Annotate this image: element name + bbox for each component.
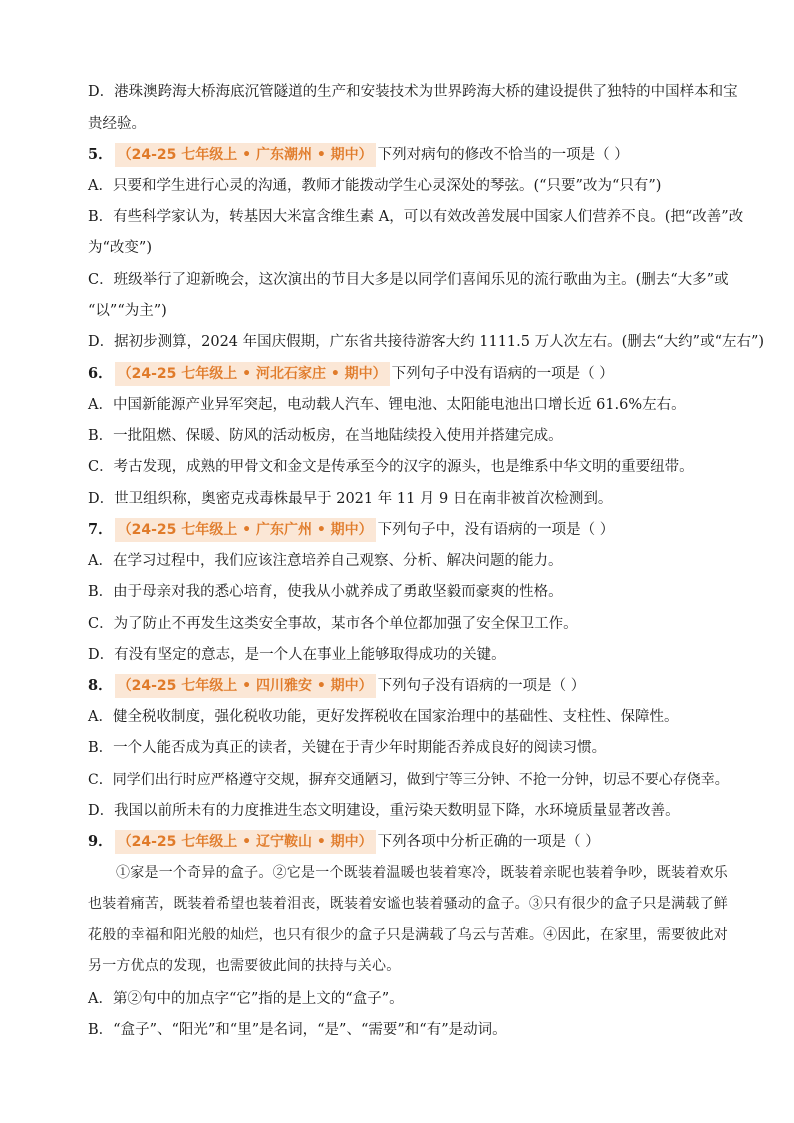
q9-option-b: B．“盒子”、“阳光”和“里”是名词，“是”、“需要”和“有”是动词。	[88, 1022, 507, 1038]
question-stem: 下列各项中分析正确的一项是（ ）	[377, 834, 600, 850]
q5-option-c-line2: “以”“为主”)	[88, 303, 167, 319]
q4-option-d-line2: 贵经验。	[88, 116, 146, 132]
q9-option-a: A．第②句中的加点字“它”指的是上文的“盒子”。	[88, 991, 404, 1007]
reading-passage	[88, 858, 728, 982]
question-5-header	[88, 143, 629, 167]
question-number: 9．	[88, 833, 113, 850]
source-tag: （24-25 七年级上 • 辽宁鞍山 • 期中）	[115, 830, 376, 854]
source-tag: （24-25 七年级上 • 广东潮州 • 期中）	[115, 143, 376, 167]
question-8-header	[88, 674, 585, 698]
q6-option-a: A．中国新能源产业异军突起，电动载人汽车、锂电池、太阳能电池出口增长近 61.6%左右。	[88, 397, 686, 413]
q5-option-b-line1: B．有些科学家认为，转基因大米富含维生素 A，可以有效改善发展中国家人们营养不良。(把“改善”改	[88, 209, 744, 225]
q5-option-d: D．据初步测算，2024 年国庆假期，广东省共接待游客大约 1111.5 万人次左右。(删去“大约”或“左右”)	[88, 334, 765, 350]
q8-option-c: C．同学们出行时应严格遵守交规，摒弃交通陋习，做到宁等三分钟、不抢一分钟，切忌不要心存侥幸。	[88, 772, 729, 788]
passage-text: ①家是一个奇异的盒子。②它是一个既装着温暖也装着寒冷，既装着亲昵也装着争吵，既装着欢乐也装着痛苦，既装着希望也装着泪丧，既装着安谧也装着骚动的盒子。③只有很少的盒子只是满载了鲜花般的幸福和阳光般的灿烂，也只有很少的盒子只是满载了乌云与苦难。④因此，在家里，需要彼此对另一方优点的发现，也需要彼此间的扶持与关心。	[88, 865, 728, 974]
question-number: 7．	[88, 521, 113, 538]
q6-option-b: B．一批阻燃、保暖、防风的活动板房，在当地陆续投入使用并搭建完成。	[88, 428, 563, 444]
question-7-header	[88, 518, 614, 542]
q6-option-d: D．世卫组织称，奥密克戎毒株最早于 2021 年 11 月 9 日在南非被首次检测到。	[88, 491, 613, 507]
question-number: 6．	[88, 365, 113, 382]
q8-option-d: D．我国以前所未有的力度推进生态文明建设，重污染天数明显下降，水环境质量显著改善。	[88, 803, 680, 819]
q5-option-a: A．只要和学生进行心灵的沟通，教师才能拨动学生心灵深处的琴弦。(“只要”改为“只有”)	[88, 178, 662, 194]
source-tag: （24-25 七年级上 • 广东广州 • 期中）	[115, 518, 376, 542]
source-tag: （24-25 七年级上 • 四川雅安 • 期中）	[115, 674, 376, 698]
q8-option-a: A．健全税收制度，强化税收功能，更好发挥税收在国家治理中的基础性、支柱性、保障性。	[88, 709, 679, 725]
question-stem: 下列句子中没有语病的一项是（ ）	[391, 366, 614, 382]
question-stem: 下列句子中，没有语病的一项是（ ）	[377, 522, 615, 538]
q8-option-b: B．一个人能否成为真正的读者，关键在于青少年时期能否养成良好的阅读习惯。	[88, 740, 607, 756]
q6-option-c: C．考古发现，成熟的甲骨文和金文是传承至今的汉字的源头，也是维系中华文明的重要纽带。	[88, 459, 694, 475]
question-6-header	[88, 362, 614, 386]
q7-option-d: D．有没有坚定的意志，是一个人在事业上能够取得成功的关键。	[88, 647, 506, 663]
q5-option-b-line2: 为“改变”)	[88, 240, 152, 256]
q7-option-a: A．在学习过程中，我们应该注意培养自己观察、分析、解决问题的能力。	[88, 553, 563, 569]
question-stem: 下列句子没有语病的一项是（ ）	[377, 678, 586, 694]
q7-option-b: B．由于母亲对我的悉心培育，使我从小就养成了勇敢坚毅而豪爽的性格。	[88, 584, 563, 600]
q5-option-c-line1: C．班级举行了迎新晚会，这次演出的节目大多是以同学们喜闻乐见的流行歌曲为主。(删去“大多”或	[88, 272, 729, 288]
source-tag: （24-25 七年级上 • 河北石家庄 • 期中）	[115, 362, 390, 386]
question-stem: 下列对病句的修改不恰当的一项是（ ）	[377, 147, 629, 163]
q4-option-d-line1: D．港珠澳跨海大桥海底沉管隧道的生产和安装技术为世界跨海大桥的建设提供了独特的中国样本和宝	[88, 84, 738, 100]
question-9-header	[88, 830, 600, 854]
question-number: 8．	[88, 677, 113, 694]
question-number: 5．	[88, 146, 113, 163]
q7-option-c: C．为了防止不再发生这类安全事故，某市各个单位都加强了安全保卫工作。	[88, 616, 578, 632]
